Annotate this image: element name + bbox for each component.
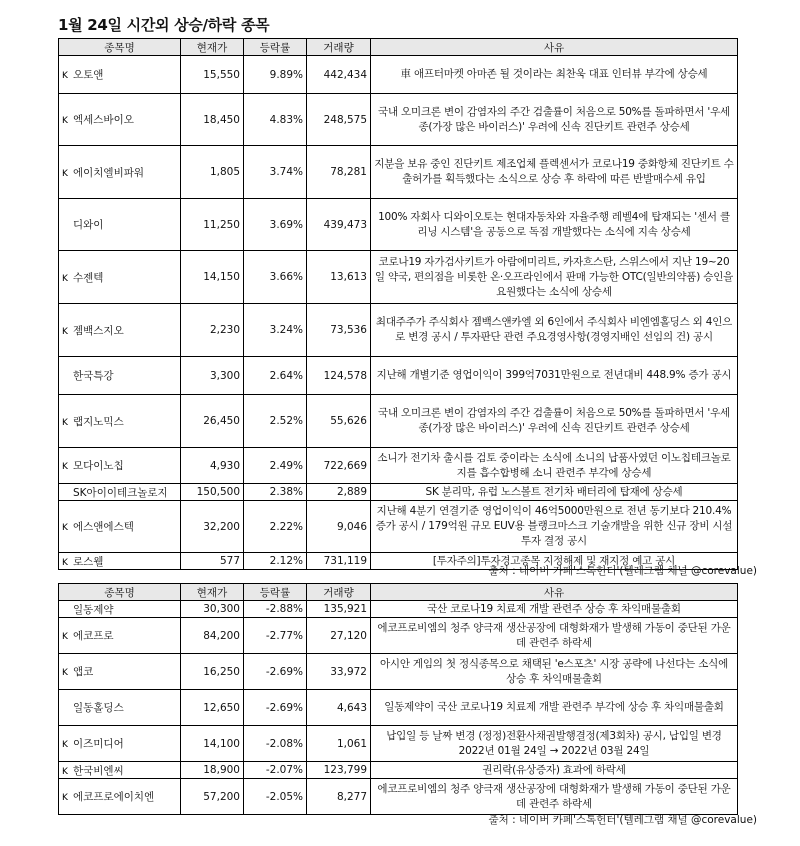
rate-cell: 2.22%: [244, 501, 307, 553]
header-rate: 등락률: [244, 39, 307, 56]
rate-cell: 3.69%: [244, 199, 307, 251]
stock-name: 에스앤에스텍: [73, 521, 134, 533]
volume-cell: 33,972: [307, 654, 371, 690]
volume-cell: 27,120: [307, 618, 371, 654]
table-row: [59, 251, 738, 304]
table-row: [59, 304, 738, 357]
rate-cell: 3.24%: [244, 304, 307, 357]
stock-name-cell: [59, 448, 181, 484]
reason-cell: 국내 오미크론 변이 감염자의 주간 검출률이 처음으로 50%를 돌파하면서 '우세종(가장 많은 바이러스)' 우려에 신속 진단키트 관련주 상승세: [371, 94, 738, 146]
stock-name-cell: [59, 690, 181, 726]
table-row: [59, 94, 738, 146]
price-cell: 18,900: [181, 762, 244, 779]
rate-cell: 2.64%: [244, 357, 307, 395]
reason-cell: 지난해 4분기 연결기준 영업이익이 46억5000만원으로 전년 동기보다 210.4% 증가 공시 / 179억원 규모 EUV용 블랭크마스크 기술개발을 위한 신규 장비 시설 투자 결정 공시: [371, 501, 738, 553]
stock-name: 에이치엘비파워: [73, 166, 145, 179]
header-price: 현재가: [181, 584, 244, 601]
stock-name: 젬백스지오: [73, 324, 124, 337]
table-row: [59, 448, 738, 484]
reason-cell: 국산 코로나19 치료제 개발 관련주 상승 후 차익매물출회: [371, 601, 738, 618]
market-badge: K: [62, 417, 68, 428]
stock-name-cell: [59, 304, 181, 357]
rate-cell: -2.88%: [244, 601, 307, 618]
stock-name-cell: [59, 484, 181, 501]
header-reason: 사유: [371, 584, 738, 601]
price-cell: 2,230: [181, 304, 244, 357]
stock-name-cell: [59, 251, 181, 304]
stock-name-cell: [59, 601, 181, 618]
rising-stocks-table: [58, 38, 738, 570]
stock-name: 랩지노믹스: [73, 415, 124, 428]
volume-cell: 731,119: [307, 553, 371, 570]
market-badge: K: [62, 71, 68, 81]
rate-cell: 2.49%: [244, 448, 307, 484]
stock-name-cell: [59, 553, 181, 570]
volume-cell: 442,434: [307, 56, 371, 94]
price-cell: 84,200: [181, 618, 244, 654]
stock-name-cell: [59, 199, 181, 251]
market-badge: K: [62, 740, 68, 750]
header-price: 현재가: [181, 39, 244, 56]
volume-cell: 2,889: [307, 484, 371, 501]
market-badge: K: [62, 326, 68, 337]
stock-name: SK아이이테크놀로지: [73, 486, 168, 499]
market-badge: K: [62, 462, 68, 472]
volume-cell: 73,536: [307, 304, 371, 357]
reason-cell: 에코프로비엠의 청주 양극재 생산공장에 대형화재가 발생해 가동이 중단된 가운데 관련주 하락세: [371, 779, 738, 815]
stock-name: 에코프로: [73, 630, 114, 642]
stock-name: 한국비엔씨: [73, 764, 124, 777]
price-cell: 57,200: [181, 779, 244, 815]
price-cell: 32,200: [181, 501, 244, 553]
price-cell: 30,300: [181, 601, 244, 618]
price-cell: 11,250: [181, 199, 244, 251]
stock-name: 디와이: [73, 219, 104, 231]
volume-cell: 4,643: [307, 690, 371, 726]
reason-cell: 소니가 전기차 출시를 검토 중이라는 소식에 소니의 납품사였던 이노칩테크놀로지를 흡수합병해 소니 관련주 부각에 상승세: [371, 448, 738, 484]
header-reason: 사유: [371, 39, 738, 56]
volume-cell: 439,473: [307, 199, 371, 251]
stock-name-cell: [59, 779, 181, 815]
stock-name: 오토앤: [73, 69, 104, 81]
stock-name: 일동제약: [73, 603, 114, 616]
rate-cell: 3.66%: [244, 251, 307, 304]
table-row: [59, 199, 738, 251]
table-row: [59, 146, 738, 199]
price-cell: 1,805: [181, 146, 244, 199]
stock-name: 로스웰: [73, 555, 104, 568]
reason-cell: 일동제약이 국산 코로나19 치료제 개발 관련주 부각에 상승 후 차익매물출회: [371, 690, 738, 726]
source-note-2: 출처 : 네이버 카페'스톡헌터'(텔레그램 채널 @corevalue): [488, 814, 757, 826]
stock-name-cell: [59, 501, 181, 553]
rate-cell: -2.69%: [244, 690, 307, 726]
stock-name-cell: [59, 56, 181, 94]
table-row: [59, 395, 738, 448]
table-row: [59, 357, 738, 395]
market-badge: K: [62, 766, 68, 777]
header-volume: 거래량: [307, 39, 371, 56]
reason-cell: 권리락(유상증자) 효과에 하락세: [371, 762, 738, 779]
reason-cell: [투자주의]투자경고종목 지정해제 및 재지정 예고 공시: [371, 553, 738, 570]
price-cell: 4,930: [181, 448, 244, 484]
header-name: 종목명: [59, 584, 181, 601]
price-cell: 3,300: [181, 357, 244, 395]
reason-cell: 최대주주가 주식회사 젬백스앤카엘 외 6인에서 주식회사 비엔엠홀딩스 외 4인으로 변경 공시 / 투자판단 관련 주요경영사항(경영지배인 선임의 건) 공시: [371, 304, 738, 357]
table-row: [59, 762, 738, 779]
market-badge: K: [62, 632, 68, 642]
price-cell: 150,500: [181, 484, 244, 501]
reason-cell: 지분을 보유 중인 진단키트 제조업체 플렉센서가 코로나19 중화항체 진단키트 수출허가를 획득했다는 소식으로 상승 후 하락에 따른 반발매수세 유입: [371, 146, 738, 199]
reason-cell: 국내 오미크론 변이 감염자의 주간 검출률이 처음으로 50%를 돌파하면서 '우세종(가장 많은 바이러스)' 우려에 신속 진단키트 관련주 상승세: [371, 395, 738, 448]
stock-name: 일동홀딩스: [73, 702, 124, 714]
stock-name-cell: [59, 654, 181, 690]
stock-name: 이즈미디어: [73, 738, 124, 750]
reason-cell: 100% 자회사 디와이오토는 현대자동차와 자율주행 레벨4에 탑재되는 '센서 클리닝 시스템'을 공동으로 독점 개발했다는 소식에 지속 상승세: [371, 199, 738, 251]
reason-cell: 車 애프터마켓 아마존 될 것이라는 최찬욱 대표 인터뷰 부각에 상승세: [371, 56, 738, 94]
volume-cell: 124,578: [307, 357, 371, 395]
table-header-row: [59, 584, 738, 601]
reason-cell: 아시안 게임의 첫 정식종목으로 채택된 'e스포츠' 시장 공략에 나선다는 소식에 상승 후 차익매물출회: [371, 654, 738, 690]
volume-cell: 1,061: [307, 726, 371, 762]
source-note-1: 출처 : 네이버 카페'스톡헌터'(텔레그램 채널 @corevalue): [488, 565, 757, 577]
rate-cell: -2.77%: [244, 618, 307, 654]
stock-name-cell: [59, 94, 181, 146]
table-row: [59, 618, 738, 654]
stock-name: 모다이노칩: [73, 460, 124, 472]
stock-name: 엑세스바이오: [73, 114, 134, 126]
falling-stocks-table: [58, 583, 738, 815]
stock-name: 에코프로에이치엔: [73, 791, 155, 803]
reason-cell: 지난해 개별기준 영업이익이 399억7031만원으로 전년대비 448.9% 증가 공시: [371, 357, 738, 395]
table-row: [59, 779, 738, 815]
stock-name-cell: [59, 357, 181, 395]
stock-name: 수젠텍: [73, 271, 104, 284]
stock-name-cell: [59, 762, 181, 779]
table-row: [59, 501, 738, 553]
header-rate: 등락률: [244, 584, 307, 601]
volume-cell: 13,613: [307, 251, 371, 304]
stock-name-cell: [59, 726, 181, 762]
volume-cell: 135,921: [307, 601, 371, 618]
volume-cell: 722,669: [307, 448, 371, 484]
volume-cell: 9,046: [307, 501, 371, 553]
market-badge: K: [62, 793, 68, 803]
volume-cell: 78,281: [307, 146, 371, 199]
rate-cell: 3.74%: [244, 146, 307, 199]
price-cell: 14,100: [181, 726, 244, 762]
market-badge: K: [62, 116, 68, 126]
stock-name-cell: [59, 146, 181, 199]
table-row: [59, 484, 738, 501]
price-cell: 577: [181, 553, 244, 570]
reason-cell: 코로나19 자가검사키트가 아람에미리트, 카자흐스탄, 스위스에서 지난 19~20일 약국, 편의점을 비롯한 온·오프라인에서 판매 가능한 OTC(일반의약품) 승인을 요원했다는 소식에 상승세: [371, 251, 738, 304]
stock-name-cell: [59, 618, 181, 654]
market-badge: K: [62, 273, 68, 284]
rate-cell: -2.07%: [244, 762, 307, 779]
rate-cell: -2.69%: [244, 654, 307, 690]
table-row: [59, 690, 738, 726]
reason-cell: SK 분리막, 유럽 노스볼트 전기차 배터리에 탑재에 상승세: [371, 484, 738, 501]
volume-cell: 123,799: [307, 762, 371, 779]
rate-cell: 4.83%: [244, 94, 307, 146]
volume-cell: 8,277: [307, 779, 371, 815]
stock-name: 앱코: [73, 666, 94, 678]
price-cell: 26,450: [181, 395, 244, 448]
price-cell: 15,550: [181, 56, 244, 94]
volume-cell: 55,626: [307, 395, 371, 448]
table-row: [59, 56, 738, 94]
price-cell: 16,250: [181, 654, 244, 690]
reason-cell: 에코프로비엠의 청주 양극재 생산공장에 대형화재가 발생해 가동이 중단된 가운데 관련주 하락세: [371, 618, 738, 654]
rate-cell: 2.52%: [244, 395, 307, 448]
price-cell: 12,650: [181, 690, 244, 726]
header-volume: 거래량: [307, 584, 371, 601]
table-row: [59, 726, 738, 762]
table-row: [59, 654, 738, 690]
header-name: 종목명: [59, 39, 181, 56]
stock-name: 한국특강: [73, 370, 114, 382]
rate-cell: 2.38%: [244, 484, 307, 501]
table-row: [59, 601, 738, 618]
table-header-row: [59, 39, 738, 56]
rate-cell: 9.89%: [244, 56, 307, 94]
market-badge: K: [62, 557, 68, 568]
volume-cell: 248,575: [307, 94, 371, 146]
reason-cell: 납입일 등 날짜 변경 (정정)전환사채권발행결정(제3회차) 공시, 납입일 변경 2022년 01월 24일 → 2022년 03월 24일: [371, 726, 738, 762]
rate-cell: -2.08%: [244, 726, 307, 762]
price-cell: 14,150: [181, 251, 244, 304]
page-title: 1월 24일 시간외 상승/하락 종목: [58, 16, 270, 34]
market-badge: K: [62, 668, 68, 678]
market-badge: K: [62, 168, 68, 179]
market-badge: K: [62, 523, 68, 533]
stock-name-cell: [59, 395, 181, 448]
rate-cell: -2.05%: [244, 779, 307, 815]
rate-cell: 2.12%: [244, 553, 307, 570]
price-cell: 18,450: [181, 94, 244, 146]
